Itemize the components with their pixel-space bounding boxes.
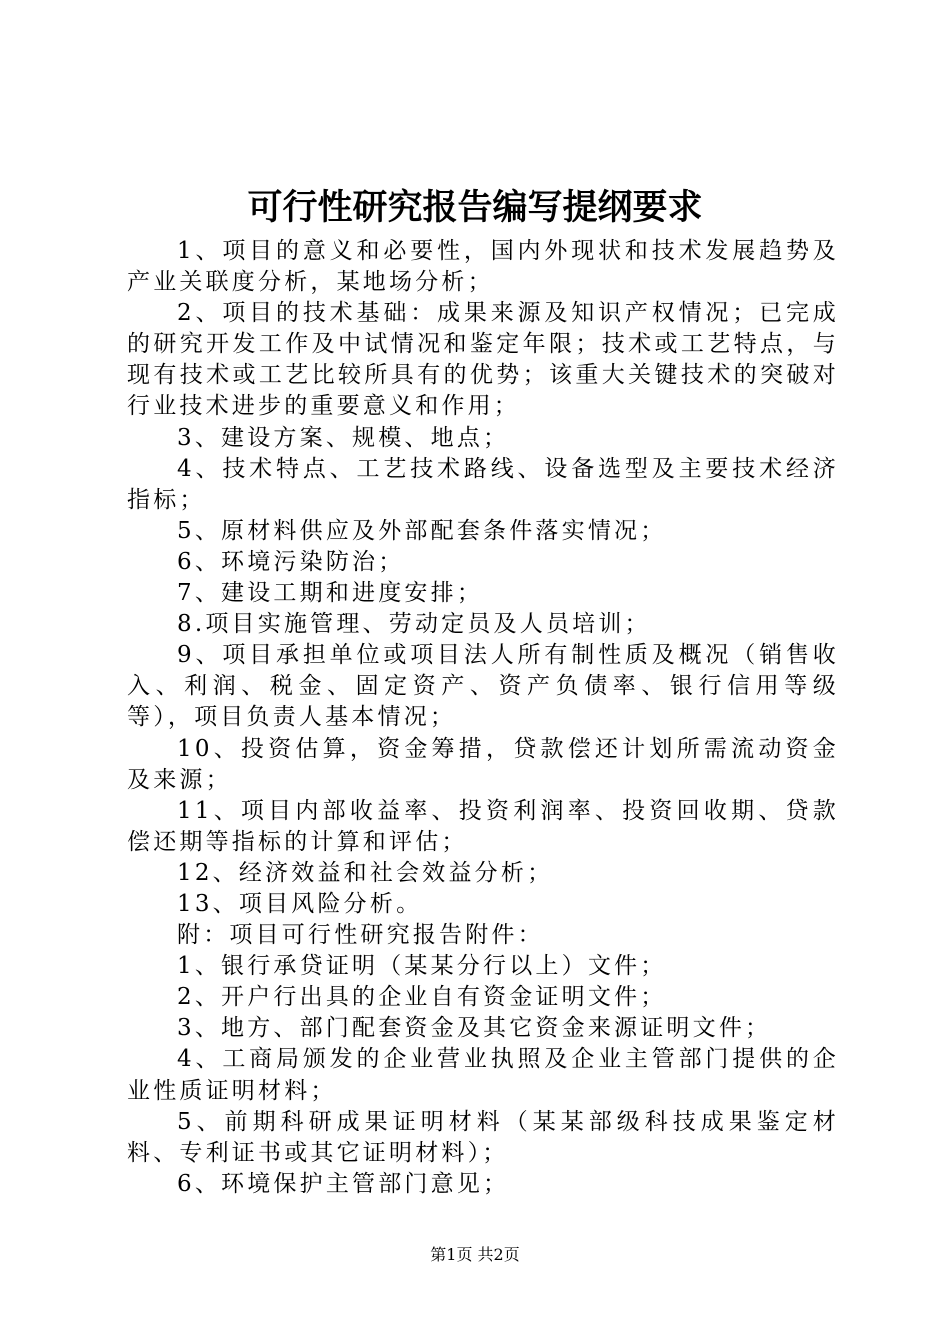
appendix-item-1: 1、银行承贷证明（某某分行以上）文件； bbox=[177, 953, 667, 980]
paragraph-4: 4、技术特点、工艺技术路线、设备选型及主要技术经济指标； bbox=[127, 455, 839, 513]
page-footer: 第1页 共2页 bbox=[430, 1245, 520, 1264]
appendix-item-3: 3、地方、部门配套资金及其它资金来源证明文件； bbox=[177, 1015, 772, 1042]
paragraph-6: 6、环境污染防治； bbox=[177, 548, 405, 575]
paragraph-5: 5、原材料供应及外部配套条件落实情况； bbox=[177, 517, 667, 544]
paragraph-3: 3、建设方案、规模、地点； bbox=[177, 424, 510, 451]
paragraph-7: 7、建设工期和进度安排； bbox=[177, 580, 484, 607]
appendix-item-4: 4、工商局颁发的企业营业执照及企业主管部门提供的企业性质证明材料； bbox=[127, 1046, 839, 1104]
appendix-item-2: 2、开户行出具的企业自有资金证明文件； bbox=[177, 984, 667, 1011]
paragraph-10: 10、投资估算，资金筹措，贷款偿还计划所需流动资金及来源； bbox=[127, 735, 839, 793]
appendix-item-6: 6、环境保护主管部门意见； bbox=[177, 1170, 510, 1197]
paragraph-8: 8.项目实施管理、劳动定员及人员培训； bbox=[177, 611, 651, 638]
appendix-item-5: 5、前期科研成果证明材料（某某部级科技成果鉴定材料、专利证书或其它证明材料）； bbox=[127, 1108, 839, 1166]
paragraph-12: 12、经济效益和社会效益分析； bbox=[177, 859, 554, 886]
document-title: 可行性研究报告编写提纲要求 bbox=[247, 187, 703, 228]
paragraph-11: 11、项目内部收益率、投资利润率、投资回收期、贷款偿还期等指标的计算和评估； bbox=[127, 797, 839, 855]
paragraph-9: 9、项目承担单位或项目法人所有制性质及概况（销售收入、利润、税金、固定资产、资产负债率、银行信用等级等），项目负责人基本情况； bbox=[127, 642, 839, 731]
document-body bbox=[127, 236, 839, 1200]
appendix-heading: 附：项目可行性研究报告附件： bbox=[177, 922, 544, 949]
paragraph-1: 1、项目的意义和必要性，国内外现状和技术发展趋势及产业关联度分析，某地场分析； bbox=[127, 238, 839, 296]
paragraph-13: 13、项目风险分析。 bbox=[177, 890, 423, 917]
paragraph-2: 2、项目的技术基础：成果来源及知识产权情况；已完成的研究开发工作及中试情况和鉴定年限；技术或工艺特点，与现有技术或工艺比较所具有的优势；该重大关键技术的突破对行业技术进步的重要意义和作用； bbox=[127, 300, 839, 420]
